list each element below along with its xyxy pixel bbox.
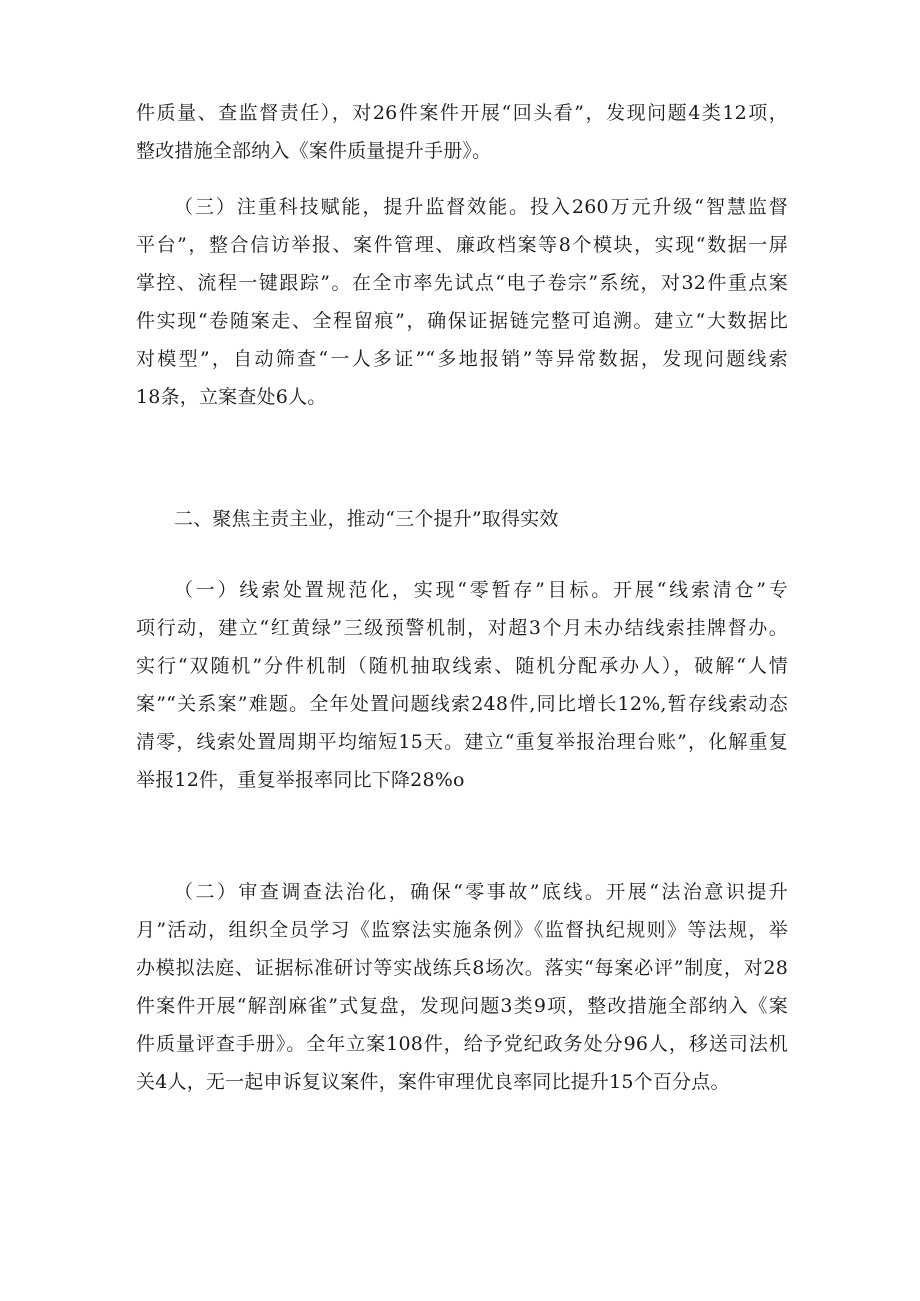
text-line: 件实现“卷随案走、全程留痕”，确保证据链完整可追溯。建立“大数据比: [136, 310, 788, 332]
text-line: 掌控、流程一键跟踪”。在全市率先试点“电子卷宗”系统，对32件重点案: [136, 272, 788, 294]
text-line: 实行“双随机”分件机制（随机抽取线索、随机分配承办人），破解“人情: [136, 655, 788, 677]
section-heading-text: 二、聚焦主责主业，推动“三个提升”取得实效: [174, 508, 559, 530]
text-line: （二）审查调查法治化，确保“零事故”底线。开展“法治意识提升: [174, 881, 788, 903]
text-line: 件质量评查手册》。全年立案108件，给予党纪政务处分96人，移送司法机: [136, 1033, 788, 1055]
paragraph-rule-of-law: [136, 873, 788, 1101]
paragraph-case-quality-continued: [136, 94, 788, 170]
paragraph-clue-handling: [136, 571, 788, 799]
text-line: 18条，立案查处6人。: [136, 386, 327, 408]
text-line: 月”活动，组织全员学习《监察法实施条例》《监督执纪规则》等法规，举: [136, 919, 788, 941]
text-line: 项行动，建立“红黄绿”三级预警机制，对超3个月未办结线索挂牌督办。: [136, 617, 788, 639]
text-line: 对模型”，自动筛查“一人多证”“多地报销”等异常数据，发现问题线索: [136, 348, 788, 370]
text-line: 整改措施全部纳入《案件质量提升手册》。: [136, 140, 492, 162]
section-heading-two: [136, 500, 788, 538]
text-line: 案”“关系案”难题。全年处置问题线索248件,同比增长12%,暂存线索动态: [136, 693, 788, 715]
text-line: 办模拟法庭、证据标准研讨等实战练兵8场次。落实“每案必评”制度，对28: [136, 957, 788, 979]
text-line: 清零，线索处置周期平均缩短15天。建立“重复举报治理台账”，化解重复: [136, 731, 788, 753]
text-line: 平台”，整合信访举报、案件管理、廉政档案等8个模块，实现“数据一屏: [136, 234, 788, 256]
paragraph-tech-empowerment: [136, 188, 788, 416]
text-line: （三）注重科技赋能，提升监督效能。投入260万元升级“智慧监督: [174, 196, 788, 218]
text-line: 件案件开展“解剖麻雀”式复盘，发现问题3类9项，整改措施全部纳入《案: [136, 995, 788, 1017]
text-line: （一）线索处置规范化，实现“零暂存”目标。开展“线索清仓”专: [174, 579, 788, 601]
text-line: 关4人，无一起申诉复议案件，案件审理优良率同比提升15个百分点。: [136, 1071, 730, 1093]
text-line: 件质量、查监督责任），对26件案件开展“回头看”，发现问题4类12项，: [136, 102, 788, 124]
text-line: 举报12件，重复举报率同比下降28%o: [136, 769, 465, 791]
